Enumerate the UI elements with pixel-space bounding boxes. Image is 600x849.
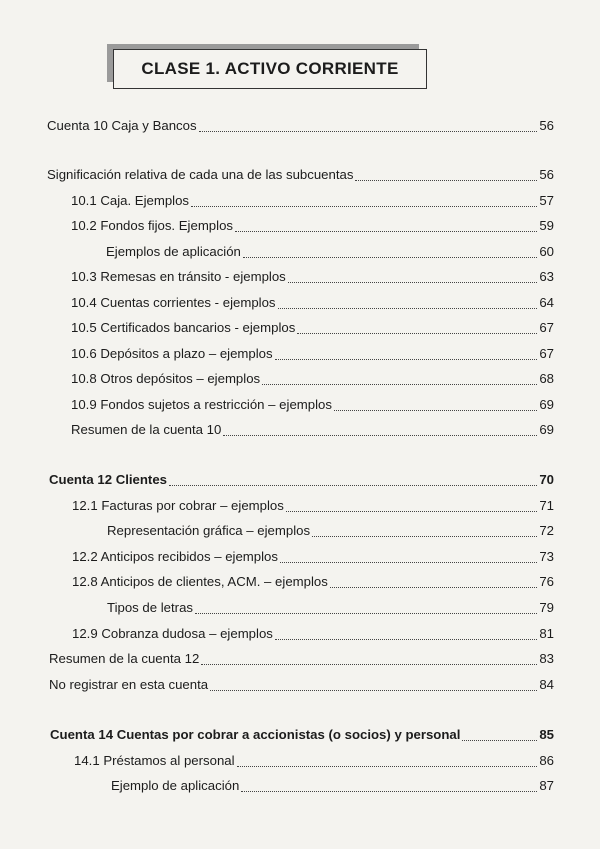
leader-dots bbox=[243, 247, 537, 258]
toc-entry-label: 10.1 Caja. Ejemplos bbox=[71, 193, 190, 208]
toc-entry-page: 79 bbox=[539, 600, 554, 615]
toc-entry bbox=[49, 472, 554, 490]
toc-entry-page: 59 bbox=[539, 218, 554, 233]
leader-dots bbox=[275, 629, 537, 640]
leader-dots bbox=[199, 121, 538, 132]
toc-entry bbox=[111, 778, 554, 796]
toc-entry-label: 10.4 Cuentas corrientes - ejemplos bbox=[71, 295, 276, 310]
leader-dots bbox=[330, 577, 537, 588]
toc-entry-label: Representación gráfica – ejemplos bbox=[107, 523, 311, 538]
toc-entry-label: 10.5 Certificados bancarios - ejemplos bbox=[71, 320, 296, 335]
toc-entry-label: Cuenta 10 Caja y Bancos bbox=[47, 118, 197, 133]
toc-entry bbox=[72, 498, 554, 516]
toc-entry bbox=[106, 244, 554, 262]
toc-entry-label: 12.8 Anticipos de clientes, ACM. – ejemplos bbox=[72, 574, 328, 589]
section-title: CLASE 1. ACTIVO CORRIENTE bbox=[113, 49, 427, 89]
toc-entry-page: 71 bbox=[539, 498, 554, 513]
toc-entry-label: 10.8 Otros depósitos – ejemplos bbox=[71, 371, 261, 386]
toc-entry-label: Ejemplos de aplicación bbox=[106, 244, 241, 259]
toc-entry bbox=[72, 549, 554, 567]
toc-entry-label: Significación relativa de cada una de las subcuentas bbox=[47, 167, 354, 182]
toc-entry-page: 64 bbox=[539, 295, 554, 310]
leader-dots bbox=[288, 272, 538, 283]
leader-dots bbox=[462, 730, 537, 741]
toc-entry bbox=[49, 651, 554, 669]
toc-entry bbox=[72, 626, 554, 644]
toc-entry bbox=[71, 320, 554, 338]
leader-dots bbox=[297, 323, 537, 334]
leader-dots bbox=[235, 221, 537, 232]
leader-dots bbox=[278, 298, 538, 309]
toc-entry-page: 86 bbox=[539, 753, 554, 768]
toc-entry-page: 57 bbox=[539, 193, 554, 208]
toc-entry-page: 68 bbox=[539, 371, 554, 386]
toc-entry bbox=[50, 727, 554, 745]
leader-dots bbox=[280, 552, 537, 563]
toc-entry bbox=[47, 118, 554, 136]
toc-entry-label: Ejemplo de aplicación bbox=[111, 778, 240, 793]
toc-entry-page: 70 bbox=[539, 472, 554, 487]
toc-entry bbox=[49, 677, 554, 695]
toc-entry-page: 67 bbox=[539, 320, 554, 335]
toc-entry bbox=[71, 422, 554, 440]
leader-dots bbox=[191, 196, 537, 207]
leader-dots bbox=[201, 654, 537, 665]
toc-entry-page: 56 bbox=[539, 167, 554, 182]
toc-entry-label: 10.6 Depósitos a plazo – ejemplos bbox=[71, 346, 273, 361]
section-title-box bbox=[107, 44, 427, 90]
toc-entry-label: 14.1 Préstamos al personal bbox=[74, 753, 235, 768]
toc-entry-label: 10.2 Fondos fijos. Ejemplos bbox=[71, 218, 233, 233]
toc-entry bbox=[71, 295, 554, 313]
leader-dots bbox=[334, 400, 537, 411]
toc-entry bbox=[71, 218, 554, 236]
leader-dots bbox=[195, 603, 537, 614]
toc-entry bbox=[71, 193, 554, 211]
toc-entry bbox=[47, 167, 554, 185]
toc-entry-label: 12.2 Anticipos recibidos – ejemplos bbox=[72, 549, 278, 564]
toc-entry-label: No registrar en esta cuenta bbox=[49, 677, 209, 692]
leader-dots bbox=[223, 425, 537, 436]
toc-entry-page: 83 bbox=[539, 651, 554, 666]
toc-entry-label: Resumen de la cuenta 10 bbox=[71, 422, 222, 437]
toc-entry-page: 81 bbox=[539, 626, 554, 641]
leader-dots bbox=[210, 680, 537, 691]
toc-entry-label: Resumen de la cuenta 12 bbox=[49, 651, 200, 666]
toc-entry-page: 73 bbox=[539, 549, 554, 564]
toc-entry bbox=[107, 523, 554, 541]
toc-entry-page: 67 bbox=[539, 346, 554, 361]
toc-entry-label: 10.3 Remesas en tránsito - ejemplos bbox=[71, 269, 286, 284]
toc-entry-page: 76 bbox=[539, 574, 554, 589]
toc-entry bbox=[72, 574, 554, 592]
toc-entry-label: Tipos de letras bbox=[107, 600, 194, 615]
toc-entry bbox=[107, 600, 554, 618]
toc-entry-page: 85 bbox=[539, 727, 554, 742]
toc-entry-label: 10.9 Fondos sujetos a restricción – ejemplos bbox=[71, 397, 332, 412]
leader-dots bbox=[312, 526, 537, 537]
toc-entry-page: 69 bbox=[539, 397, 554, 412]
toc-entry-page: 60 bbox=[539, 244, 554, 259]
toc-entry-label: Cuenta 14 Cuentas por cobrar a accionistas (o socios) y personal bbox=[50, 727, 461, 742]
toc-entry-page: 72 bbox=[539, 523, 554, 538]
toc-entry-page: 87 bbox=[539, 778, 554, 793]
toc-entry-label: Cuenta 12 Clientes bbox=[49, 472, 167, 487]
toc-entry bbox=[71, 371, 554, 389]
toc-entry-page: 84 bbox=[539, 677, 554, 692]
leader-dots bbox=[169, 475, 537, 486]
toc-entry bbox=[74, 753, 554, 771]
toc-entry-label: 12.1 Facturas por cobrar – ejemplos bbox=[72, 498, 284, 513]
leader-dots bbox=[286, 501, 537, 512]
toc-entry-label: 12.9 Cobranza dudosa – ejemplos bbox=[72, 626, 273, 641]
leader-dots bbox=[262, 374, 537, 385]
toc-entry bbox=[71, 269, 554, 287]
toc-entry-page: 63 bbox=[539, 269, 554, 284]
toc-entry bbox=[71, 346, 554, 364]
toc-entry-page: 56 bbox=[539, 118, 554, 133]
leader-dots bbox=[241, 781, 537, 792]
leader-dots bbox=[355, 170, 537, 181]
leader-dots bbox=[237, 756, 538, 767]
toc-entry-page: 69 bbox=[539, 422, 554, 437]
toc-entry bbox=[71, 397, 554, 415]
leader-dots bbox=[275, 349, 538, 360]
